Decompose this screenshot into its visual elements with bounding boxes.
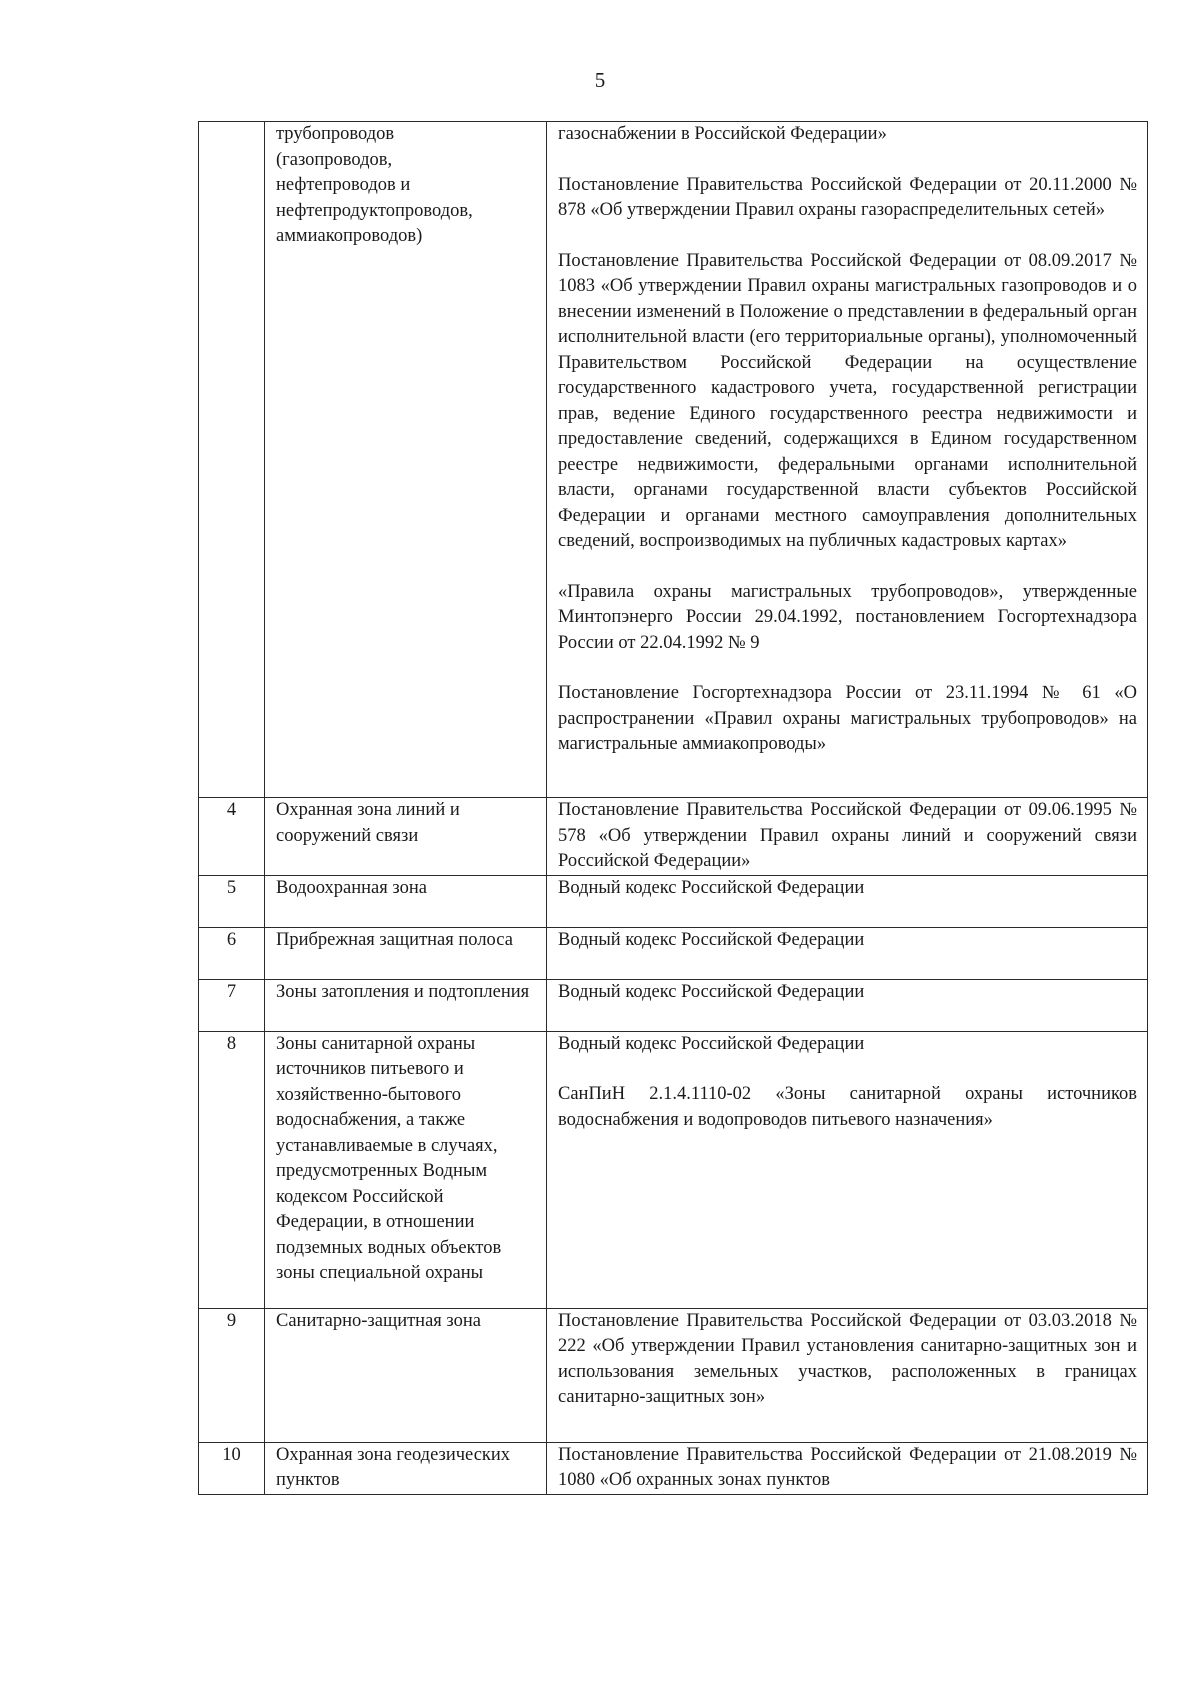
row-number: 7	[199, 979, 265, 1031]
table-row	[199, 1442, 1148, 1494]
zone-name	[265, 122, 547, 798]
regulation-text: Постановление Правительства Российской Федерации от 03.03.2018 № 222 «Об утверждении Правил установления санитарно-защитных зон и использования земельных участков, расположенных в границах санитарно-защитных зон»	[558, 1310, 1137, 1407]
zone-name: Охранная зона геодезических пунктов	[265, 1442, 547, 1494]
regulation-list	[547, 122, 1148, 798]
row-number: 10	[199, 1442, 265, 1494]
regulation-text: Водный кодекс Российской Федерации	[558, 929, 865, 950]
regulation-text: Постановление Правительства Российской Федерации от 20.11.2000 № 878 «Об утверждении Правил охраны газораспределительных сетей»	[558, 174, 1137, 220]
regulation-text: Постановление Правительства Российской Федерации от 08.09.2017 № 1083 «Об утверждении Правил охраны магистральных газопроводов и о внесении изменений в Положение о представлении в федеральный орган исполнительной власти (его территориальные органы), уполномоченный Правительством Российской Федерации на осуществление государственного кадастрового учета, государственной регистрации прав, ведение Единого государственного реестра недвижимости и предоставление сведений, содержащихся в Едином государственном реестре недвижимости, федеральными органами исполнительной власти, органами государственной власти субъектов Российской Федерации и органами местного самоуправления дополнительных сведений, воспроизводимых на публичных кадастровых картах»	[558, 250, 1137, 551]
table-row	[199, 122, 1148, 798]
regulation-text: «Правила охраны магистральных трубопроводов», утвержденные Минтопэнерго России 29.04.1992, постановлением Госгортехнадзора России от 22.04.1992 № 9	[558, 581, 1137, 653]
zone-name: Водоохранная зона	[265, 875, 547, 927]
regulation-list	[547, 1308, 1148, 1442]
regulation-list	[547, 927, 1148, 979]
regulation-text: Водный кодекс Российской Федерации	[558, 877, 865, 898]
row-number: 4	[199, 798, 265, 876]
regulation-list	[547, 1031, 1148, 1308]
row-number: 8	[199, 1031, 265, 1308]
row-number: 5	[199, 875, 265, 927]
table-row	[199, 1308, 1148, 1442]
table-row	[199, 979, 1148, 1031]
regulation-text: Водный кодекс Российской Федерации	[558, 1033, 865, 1054]
regulation-list	[547, 979, 1148, 1031]
regulation-text: Постановление Госгортехнадзора России от 23.11.1994 № 61 «О распространении «Правил охраны магистральных трубопроводов» на магистральные аммиакопроводы»	[558, 683, 1137, 754]
table-row	[199, 1031, 1148, 1308]
regulation-list	[547, 1442, 1148, 1494]
zone-name: Охранная зона линий и сооружений связи	[265, 798, 547, 876]
zone-name: Санитарно-защитная зона	[265, 1308, 547, 1442]
row-number: 9	[199, 1308, 265, 1442]
page-number: 5	[594, 68, 606, 92]
regulation-text: СанПиН 2.1.4.1110-02 «Зоны санитарной охраны источников водоснабжения и водопроводов питьевого назначения»	[558, 1084, 1137, 1130]
regulation-list	[547, 875, 1148, 927]
zone-name: Зоны затопления и подтопления	[265, 979, 547, 1031]
zone-name: Зоны санитарной охраны источников питьевого и хозяйственно-бытового водоснабжения, а также устанавливаемые в случаях, предусмотренных Водным кодексом Российской Федерации, в отношении подземных водных объектов зоны специальной охраны	[265, 1031, 547, 1308]
table-row	[199, 798, 1148, 876]
table-row	[199, 927, 1148, 979]
regulation-text: Постановление Правительства Российской Федерации от 09.06.1995 № 578 «Об утверждении Правил охраны линий и сооружений связи Российской Федерации»	[558, 800, 1137, 871]
table-row	[199, 875, 1148, 927]
regulation-text: Постановление Правительства Российской Федерации от 21.08.2019 № 1080 «Об охранных зонах пунктов	[558, 1444, 1137, 1490]
regulation-text: Водный кодекс Российской Федерации	[558, 981, 865, 1002]
row-number: 6	[199, 927, 265, 979]
regulation-text: газоснабжении в Российской Федерации»	[558, 124, 887, 144]
row-number	[199, 122, 265, 798]
regulation-list	[547, 798, 1148, 876]
zones-table	[198, 121, 1148, 1495]
zone-name-text: трубопроводов (газопроводов, нефтепроводов и нефтепродуктопроводов, аммиакопроводов)	[276, 124, 473, 246]
zone-name: Прибрежная защитная полоса	[265, 927, 547, 979]
